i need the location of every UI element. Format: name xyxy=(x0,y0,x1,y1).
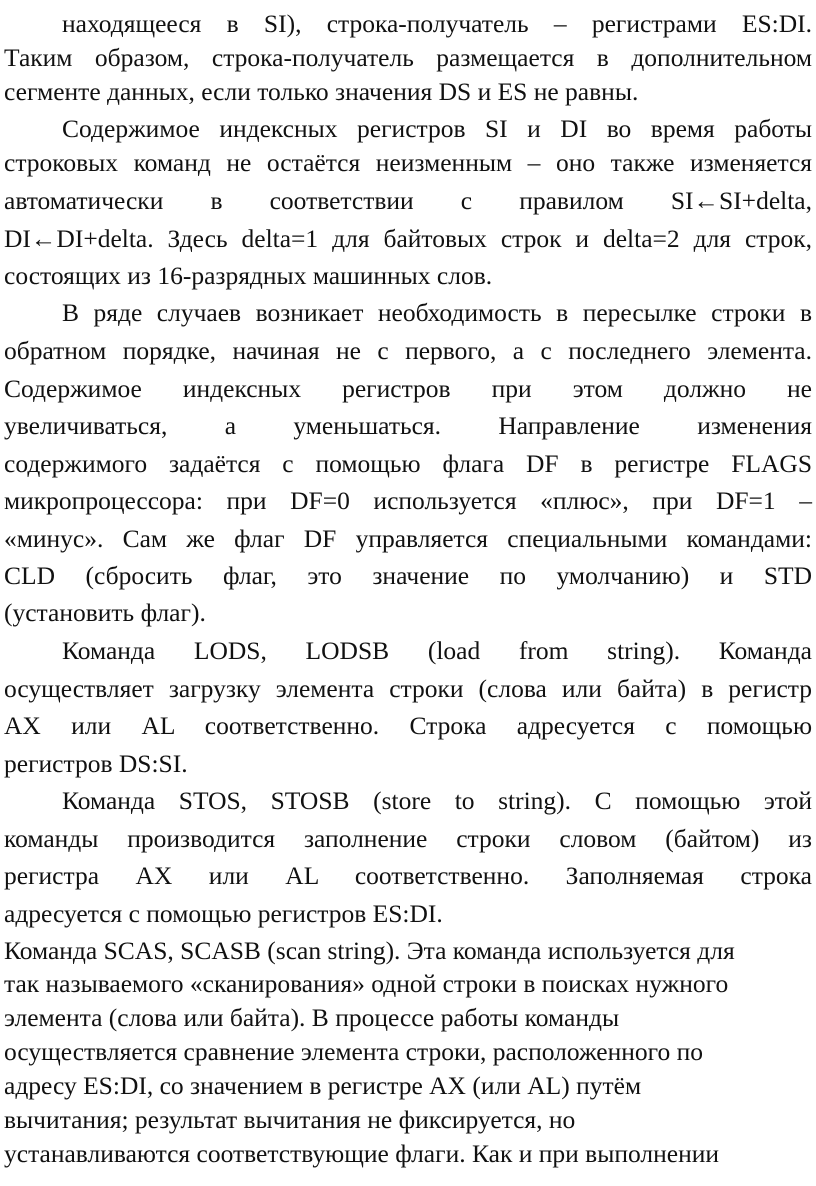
text-line: обратном порядке, начиная не с первого, а с последнего элемента. xyxy=(4,336,812,365)
text-line: AX или AL соответственно. Строка адресуется с помощью xyxy=(4,711,812,740)
text-line: Команда LODS, LODSB (load from string). Команда xyxy=(62,636,812,665)
text-line: строковых команд не остаётся неизменным – оно также изменяется xyxy=(4,148,812,177)
text-line: устанавливаются соответствующие флаги. Как и при выполнении xyxy=(4,1139,720,1168)
text-line: адресуется с помощью регистров ES:DI. xyxy=(4,899,443,928)
text-line: осуществляется сравнение элемента строки, расположенного по xyxy=(4,1037,704,1066)
text-line: микропроцессора: при DF=0 используется «плюс», при DF=1 – xyxy=(4,486,812,515)
text-line: Содержимое индексных регистров при этом должно не xyxy=(4,374,812,403)
text-line: регистра AX или AL соответственно. Заполняемая строка xyxy=(4,861,812,890)
text-line: находящееся в SI), строка-получатель – регистрами ES:DI. xyxy=(62,9,812,38)
text-line: В ряде случаев возникает необходимость в пересылке строки в xyxy=(62,298,812,327)
text-line: вычитания; результат вычитания не фиксируется, но xyxy=(4,1105,576,1134)
text-line: Содержимое индексных регистров SI и DI во время работы xyxy=(62,114,812,143)
text-line: содержимого задаётся с помощью флага DF в регистре FLAGS xyxy=(4,449,812,478)
text-line: осуществляет загрузку элемента строки (слова или байта) в регистр xyxy=(4,674,812,703)
text-line: так называемого «сканирования» одной строки в поисках нужного xyxy=(4,969,729,998)
text-line: DI←DI+delta. Здесь delta=1 для байтовых строк и delta=2 для строк, xyxy=(4,224,812,253)
text-line: «минус». Сам же флаг DF управляется специальными командами: xyxy=(4,524,812,553)
text-line: (установить флаг). xyxy=(4,598,206,627)
text-line: команды производится заполнение строки словом (байтом) из xyxy=(4,824,812,853)
text-line: адресу ES:DI, со значением в регистре AX (или AL) путём xyxy=(4,1071,642,1100)
text-line: элемента (слова или байта). В процессе работы команды xyxy=(4,1003,620,1032)
text-line: увеличиваться, а уменьшаться. Направление изменения xyxy=(4,411,812,440)
text-line: автоматически в соответствии с правилом SI←SI+delta, xyxy=(4,186,812,215)
text-line: Команда STOS, STOSB (store to string). С помощью этой xyxy=(62,786,812,815)
text-line: регистров DS:SI. xyxy=(4,749,188,778)
text-line: Таким образом, строка-получатель размещается в дополнительном xyxy=(4,43,812,72)
text-line: сегменте данных, если только значения DS и ES не равны. xyxy=(4,77,639,106)
text-line: CLD (сбросить флаг, это значение по умолчанию) и STD xyxy=(4,561,812,590)
text-line: Команда SCAS, SCASB (scan string). Эта команда используется для xyxy=(4,936,735,965)
text-line: состоящих из 16-разрядных машинных слов. xyxy=(4,261,493,290)
